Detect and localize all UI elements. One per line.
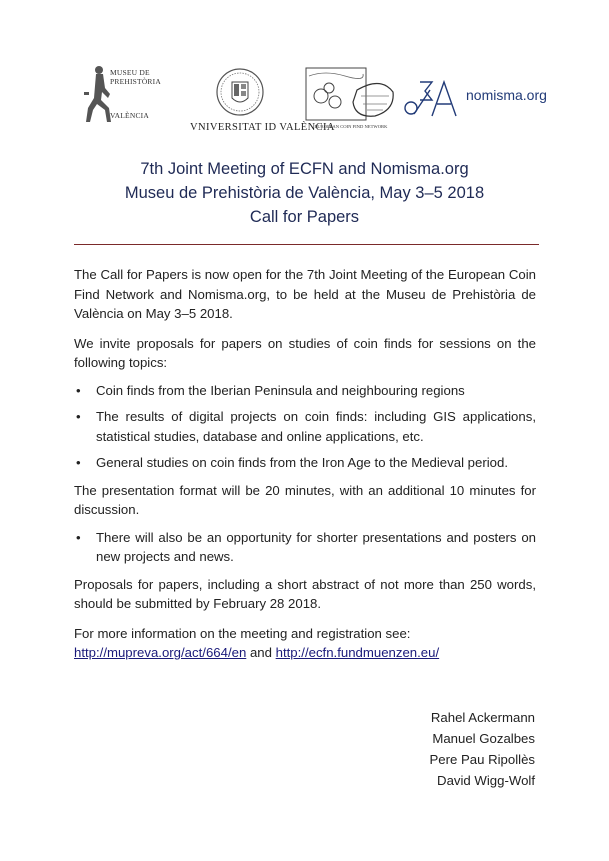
mupreva-text [110,69,161,121]
mupreva-link[interactable]: http://mupreva.org/act/664/en [74,645,247,660]
topic-text: Coin finds from the Iberian Peninsula and neighbouring regions [96,382,465,398]
bullet-icon: • [76,529,81,545]
link-join: and [249,645,272,660]
title-line-1: 7th Joint Meeting of ECFN and Nomisma.org [140,160,469,178]
more-info-text: For more information on the meeting and registration see: [74,625,411,641]
signatory-name: David Wigg-Wolf [437,773,535,788]
university-name: VNIVERSITAT ID VALÈNCIA [190,122,335,133]
nomisma-logo [402,76,547,120]
university-valencia-logo [190,68,335,133]
mupreva-line2: PREHISTÒRIA [110,76,161,86]
bullet-icon: • [76,455,81,470]
more-info-paragraph [74,624,536,663]
bullet-icon: • [76,409,81,424]
bullet-icon: • [76,382,81,398]
document-body [74,265,536,663]
intro-paragraph: The Call for Papers is now open for the 7th Joint Meeting of the European Coin Find Network and Nomisma.org, to be held at the Museu de Prehistòria de València on May 3–5 2018. [74,267,536,321]
title-line-2: Museu de Prehistòria de València, May 3–5 2018 [124,184,485,202]
signatory-name: Rahel Ackermann [430,710,535,725]
list-item [74,407,536,446]
ecfn-link[interactable]: http://ecfn.fundmuenzen.eu/ [275,645,440,660]
topic-text: The results of digital projects on coin finds: including GIS applications, statistical studies, database and online applications, etc. [96,409,536,444]
divider-rule [74,244,539,245]
mupreva-line3: VALÈNCIA [110,111,149,120]
logo-row [0,60,609,140]
ecfn-logo [305,66,397,130]
extra-list [74,528,536,567]
list-item [74,381,536,401]
list-item [74,453,536,473]
topic-text: General studies on coin finds from the Iron Age to the Medieval period. [96,455,508,470]
university-seal-icon [190,68,290,120]
signatory-name: Pere Pau Ripollès [429,752,535,767]
topics-list [74,381,536,473]
posters-text: There will also be an opportunity for shorter presentations and posters on new projects and news. [96,529,536,564]
signatory-name: Manuel Gozalbes [432,731,535,746]
title-block [0,157,609,229]
mupreva-line1: MUSEU DE [110,68,150,77]
nomisma-mark-icon [402,76,466,120]
deadline-paragraph: Proposals for papers, including a short abstract of not more than 250 words, should be submitted by February 28 2018. [74,576,536,611]
invite-paragraph: We invite proposals for papers on studies of coin finds for sessions on the following topics: [74,335,536,370]
nomisma-wordmark: nomisma.org [466,87,547,103]
ecfn-caption: EUROPEAN COIN FIND NETWORK [314,124,388,129]
mupreva-logo [84,64,161,130]
format-paragraph: The presentation format will be 20 minutes, with an additional 10 minutes for discussion. [74,482,536,517]
title-line-3: Call for Papers [249,208,360,226]
signatories [429,707,535,791]
coin-find-drawing-icon [305,66,397,122]
list-item [74,528,536,567]
